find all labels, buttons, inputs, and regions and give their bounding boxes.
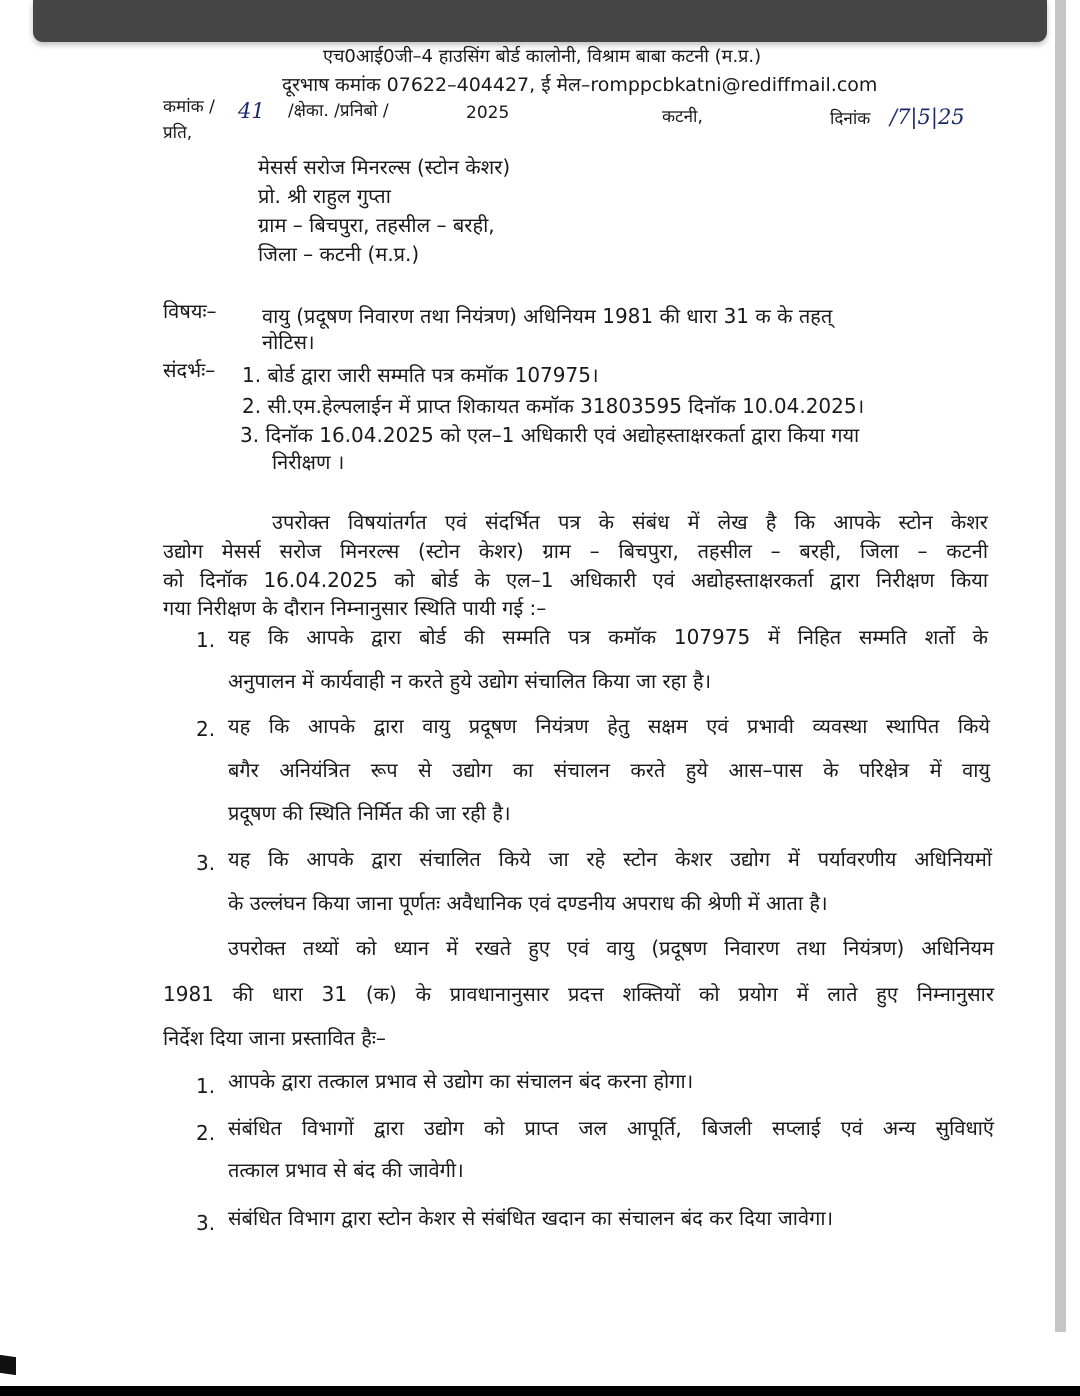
finding-line: के उल्लंघन किया जाना पूर्णतः अवैधानिक एवं दण्डनीय अपराध की श्रेणी में आता है।	[228, 891, 828, 915]
date-handwritten: /7|5|25	[890, 105, 965, 129]
finding-text: यह कि आपके द्वारा वायु प्रदूषण नियंत्रण हेतु सक्षम एवं प्रभावी व्यवस्था स्थापित किये	[228, 714, 990, 738]
top-overlay-banner	[33, 0, 1047, 42]
to-label: प्रति,	[163, 123, 193, 143]
place: कटनी,	[662, 107, 703, 127]
body-para-line: गया निरीक्षण के दौरान निम्नानुसार स्थिति पायी गई :–	[163, 596, 547, 620]
directive-number: 3.	[196, 1211, 216, 1235]
ref-year: 2025	[466, 103, 510, 123]
subject-label: विषयः–	[163, 299, 217, 323]
body-para-text: को दिनॉक 16.04.2025 को बोर्ड के एल–1 अधिकारी एवं अद्योहस्ताक्षरकर्ता द्वारा निरीक्षण किया	[163, 568, 988, 592]
letterhead-contact: दूरभाष कमांक 07622–404427, ई मेल–romppcbkatni@rediffmail.com	[282, 74, 878, 96]
body-para-text: उद्योग मेसर्स सरोज मिनरल्स (स्टोन केशर) ग्राम – बिचपुरा, तहसील – बरही, जिला – कटनी	[163, 539, 988, 563]
reference-item: 1. बोर्ड द्वारा जारी सम्मति पत्र कमॉक 107975।	[242, 363, 599, 387]
reference-item: 3. दिनॉक 16.04.2025 को एल–1 अधिकारी एवं अद्योहस्ताक्षरकर्ता द्वारा किया गया	[240, 423, 860, 447]
directive-number: 1.	[196, 1074, 216, 1098]
directive-text: संबंधित विभागों द्वारा उद्योग को प्राप्त जल आपूर्ति, बिजली सप्लाई एवं अन्य सुविधाऍ	[228, 1116, 994, 1140]
directive-para-text: 1981 की धारा 31 (क) के प्रावधानानुसार प्रदत्त शक्तियों को प्रयोग में लाते हुए निम्नानुसार	[163, 982, 994, 1006]
finding-line	[228, 713, 990, 739]
body-para-text: उपरोक्त विषयांतर्गत एवं संदर्भित पत्र के संबंध में लेख है कि आपके स्टोन केशर	[272, 510, 988, 534]
finding-text: बगैर अनियंत्रित रूप से उद्योग का संचालन करते हुये आस–पास के परिक्षेत्र में वायु	[228, 758, 990, 782]
subject-line: नोटिस।	[262, 330, 315, 354]
body-para-line	[272, 509, 988, 535]
page-corner-mark	[0, 1355, 16, 1375]
finding-text: यह कि आपके द्वारा संचालित किये जा रहे स्टोन केशर उद्योग में पर्यावरणीय अधिनियमों	[228, 847, 992, 871]
directive-line: संबंधित विभाग द्वारा स्टोन केशर से संबंधित खदान का संचालन बंद कर दिया जावेगा।	[228, 1206, 834, 1230]
subject-line: वायु (प्रदूषण निवारण तथा नियंत्रण) अधिनियम 1981 की धारा 31 क के तहत्	[262, 304, 833, 328]
finding-line	[228, 846, 992, 872]
finding-number: 1.	[196, 628, 216, 652]
date-label: दिनांक	[830, 109, 871, 129]
recipient-line: ग्राम – बिचपुरा, तहसील – बरही,	[258, 213, 495, 237]
directive-line	[228, 1115, 994, 1141]
directive-number: 2.	[196, 1121, 216, 1145]
finding-line	[228, 757, 990, 783]
reference-item: 2. सी.एम.हेल्पलाईन में प्राप्त शिकायत कमॉक 31803595 दिनॉक 10.04.2025।	[242, 394, 865, 418]
letterhead-address: एच0आई0जी–4 हाउसिंग बोर्ड कालोनी, विश्राम बाबा कटनी (म.प्र.)	[323, 46, 762, 67]
finding-number: 3.	[196, 851, 216, 875]
ref-mid: /क्षेका. /प्रनिबो /	[288, 101, 389, 121]
finding-line: प्रदूषण की स्थिति निर्मित की जा रही है।	[228, 801, 511, 825]
directive-para-line: निर्देश दिया जाना प्रस्तावित हैः–	[163, 1026, 386, 1050]
recipient-line: जिला – कटनी (म.प्र.)	[258, 242, 420, 266]
directive-line: तत्काल प्रभाव से बंद की जावेगी।	[228, 1158, 464, 1182]
body-para-line	[163, 538, 988, 564]
directive-line: आपके द्वारा तत्काल प्रभाव से उद्योग का संचालन बंद करना होगा।	[228, 1069, 694, 1093]
body-para-line	[163, 567, 988, 593]
finding-number: 2.	[196, 717, 216, 741]
bottom-edge-bar	[0, 1386, 1080, 1396]
recipient-line: मेसर्स सरोज मिनरल्स (स्टोन केशर)	[258, 155, 511, 179]
ref-number-handwritten: 41	[238, 99, 265, 123]
recipient-line: प्रो. श्री राहुल गुप्ता	[258, 184, 391, 208]
directive-para-text: उपरोक्त तथ्यों को ध्यान में रखते हुए एवं वायु (प्रदूषण निवारण तथा नियंत्रण) अधिनियम	[228, 936, 994, 960]
reference-item: निरीक्षण ।	[272, 450, 345, 474]
ref-prefix: कमांक /	[163, 97, 215, 117]
directive-para-line	[163, 981, 994, 1007]
finding-line	[228, 624, 988, 650]
finding-text: यह कि आपके द्वारा बोर्ड की सम्मति पत्र कमॉक 107975 में निहित सम्मति शर्तो के	[228, 625, 988, 649]
finding-line: अनुपालन में कार्यवाही न करते हुये उद्योग संचालित किया जा रहा है।	[228, 669, 712, 693]
scrollbar[interactable]	[1055, 0, 1066, 1332]
directive-para-line	[228, 935, 994, 961]
references-label: संदर्भः–	[163, 358, 216, 382]
